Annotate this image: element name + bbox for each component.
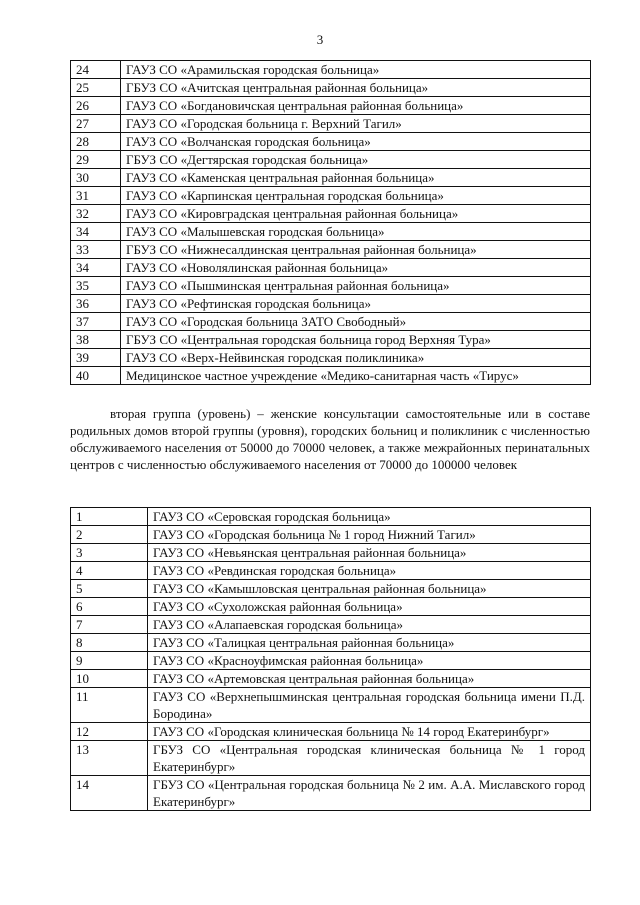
row-number: 40 <box>71 367 121 385</box>
institution-name: ГАУЗ СО «Карпинская центральная городская больница» <box>121 187 591 205</box>
institution-name: ГБУЗ СО «Ачитская центральная районная больница» <box>121 79 591 97</box>
table-row <box>71 526 591 544</box>
row-number: 35 <box>71 277 121 295</box>
row-number: 12 <box>71 723 148 741</box>
row-number: 29 <box>71 151 121 169</box>
institution-name: ГАУЗ СО «Арамильская городская больница» <box>121 61 591 79</box>
row-number: 37 <box>71 313 121 331</box>
row-number: 28 <box>71 133 121 151</box>
row-number: 30 <box>71 169 121 187</box>
institution-name: ГАУЗ СО «Кировградская центральная районная больница» <box>121 205 591 223</box>
table-row <box>71 367 591 385</box>
table-row <box>71 688 591 723</box>
table-row <box>71 295 591 313</box>
table-row <box>71 776 591 811</box>
table-row <box>71 79 591 97</box>
institution-name: ГБУЗ СО «Центральная городская клиническая больница № 1 город Екатеринбург» <box>148 741 591 776</box>
table-row <box>71 723 591 741</box>
second-group-description: вторая группа (уровень) – женские консультации самостоятельные или в составе родильных домов второй группы (уровня), городских больниц и поликлиник с численностью обслуживаемого населения от 50000 до 70000 человек, а также межрайонных перинатальных центров с численностью обслуживаемого населения от 70000 до 100000 человек <box>70 406 590 472</box>
institution-name: ГАУЗ СО «Красноуфимская районная больница» <box>148 652 591 670</box>
institution-name: ГАУЗ СО «Серовская городская больница» <box>148 508 591 526</box>
institution-name: ГАУЗ СО «Артемовская центральная районная больница» <box>148 670 591 688</box>
row-number: 33 <box>71 241 121 259</box>
row-number: 2 <box>71 526 148 544</box>
institution-name: ГАУЗ СО «Талицкая центральная районная больница» <box>148 634 591 652</box>
row-number: 38 <box>71 331 121 349</box>
institution-name: ГАУЗ СО «Верх-Нейвинская городская поликлиника» <box>121 349 591 367</box>
table-row <box>71 97 591 115</box>
table-row <box>71 169 591 187</box>
table-row <box>71 349 591 367</box>
table-row <box>71 616 591 634</box>
row-number: 34 <box>71 223 121 241</box>
institution-name: ГАУЗ СО «Невьянская центральная районная больница» <box>148 544 591 562</box>
table-row <box>71 741 591 776</box>
table-row <box>71 61 591 79</box>
table-row <box>71 331 591 349</box>
institution-name: ГАУЗ СО «Волчанская городская больница» <box>121 133 591 151</box>
institution-name: ГАУЗ СО «Алапаевская городская больница» <box>148 616 591 634</box>
institution-name: ГАУЗ СО «Камышловская центральная районная больница» <box>148 580 591 598</box>
row-number: 11 <box>71 688 148 723</box>
row-number: 34 <box>71 259 121 277</box>
table-row <box>71 598 591 616</box>
row-number: 5 <box>71 580 148 598</box>
row-number: 26 <box>71 97 121 115</box>
institution-name: ГАУЗ СО «Малышевская городская больница» <box>121 223 591 241</box>
institution-name: ГАУЗ СО «Верхнепышминская центральная городская больница имени П.Д. Бородина» <box>148 688 591 723</box>
institution-name: ГАУЗ СО «Богдановичская центральная районная больница» <box>121 97 591 115</box>
page-number: 3 <box>316 32 324 47</box>
row-number: 7 <box>71 616 148 634</box>
institution-name: ГБУЗ СО «Центральная городская больница № 2 им. А.А. Миславского город Екатеринбург» <box>148 776 591 811</box>
table-row <box>71 151 591 169</box>
institution-name: ГАУЗ СО «Городская клиническая больница № 14 город Екатеринбург» <box>148 723 591 741</box>
institution-name: ГБУЗ СО «Дегтярская городская больница» <box>121 151 591 169</box>
table-row <box>71 241 591 259</box>
row-number: 27 <box>71 115 121 133</box>
institution-name: ГАУЗ СО «Сухоложская районная больница» <box>148 598 591 616</box>
table-row <box>71 544 591 562</box>
row-number: 14 <box>71 776 148 811</box>
institution-name: ГАУЗ СО «Новолялинская районная больница» <box>121 259 591 277</box>
table-row <box>71 115 591 133</box>
row-number: 3 <box>71 544 148 562</box>
table-row <box>71 277 591 295</box>
table-row <box>71 187 591 205</box>
row-number: 25 <box>71 79 121 97</box>
row-number: 10 <box>71 670 148 688</box>
table-row <box>71 562 591 580</box>
table-row <box>71 670 591 688</box>
table-row <box>71 580 591 598</box>
row-number: 32 <box>71 205 121 223</box>
table-row <box>71 259 591 277</box>
institution-name: ГБУЗ СО «Центральная городская больница город Верхняя Тура» <box>121 331 591 349</box>
row-number: 6 <box>71 598 148 616</box>
row-number: 13 <box>71 741 148 776</box>
institution-name: ГАУЗ СО «Городская больница № 1 город Нижний Тагил» <box>148 526 591 544</box>
row-number: 31 <box>71 187 121 205</box>
table-row <box>71 508 591 526</box>
table-row <box>71 133 591 151</box>
table-row <box>71 313 591 331</box>
institution-name: ГАУЗ СО «Каменская центральная районная больница» <box>121 169 591 187</box>
row-number: 24 <box>71 61 121 79</box>
row-number: 8 <box>71 634 148 652</box>
row-number: 36 <box>71 295 121 313</box>
hospital-table-group-1 <box>70 60 591 385</box>
institution-name: Медицинское частное учреждение «Медико-санитарная часть «Тирус» <box>121 367 591 385</box>
institution-name: ГАУЗ СО «Городская больница г. Верхний Тагил» <box>121 115 591 133</box>
row-number: 39 <box>71 349 121 367</box>
table-row <box>71 223 591 241</box>
institution-name: ГБУЗ СО «Нижнесалдинская центральная районная больница» <box>121 241 591 259</box>
table-row <box>71 652 591 670</box>
row-number: 4 <box>71 562 148 580</box>
institution-name: ГАУЗ СО «Рефтинская городская больница» <box>121 295 591 313</box>
hospital-table-group-2 <box>70 507 591 811</box>
institution-name: ГАУЗ СО «Городская больница ЗАТО Свободный» <box>121 313 591 331</box>
table-row <box>71 634 591 652</box>
row-number: 9 <box>71 652 148 670</box>
row-number: 1 <box>71 508 148 526</box>
table-row <box>71 205 591 223</box>
institution-name: ГАУЗ СО «Ревдинская городская больница» <box>148 562 591 580</box>
institution-name: ГАУЗ СО «Пышминская центральная районная больница» <box>121 277 591 295</box>
